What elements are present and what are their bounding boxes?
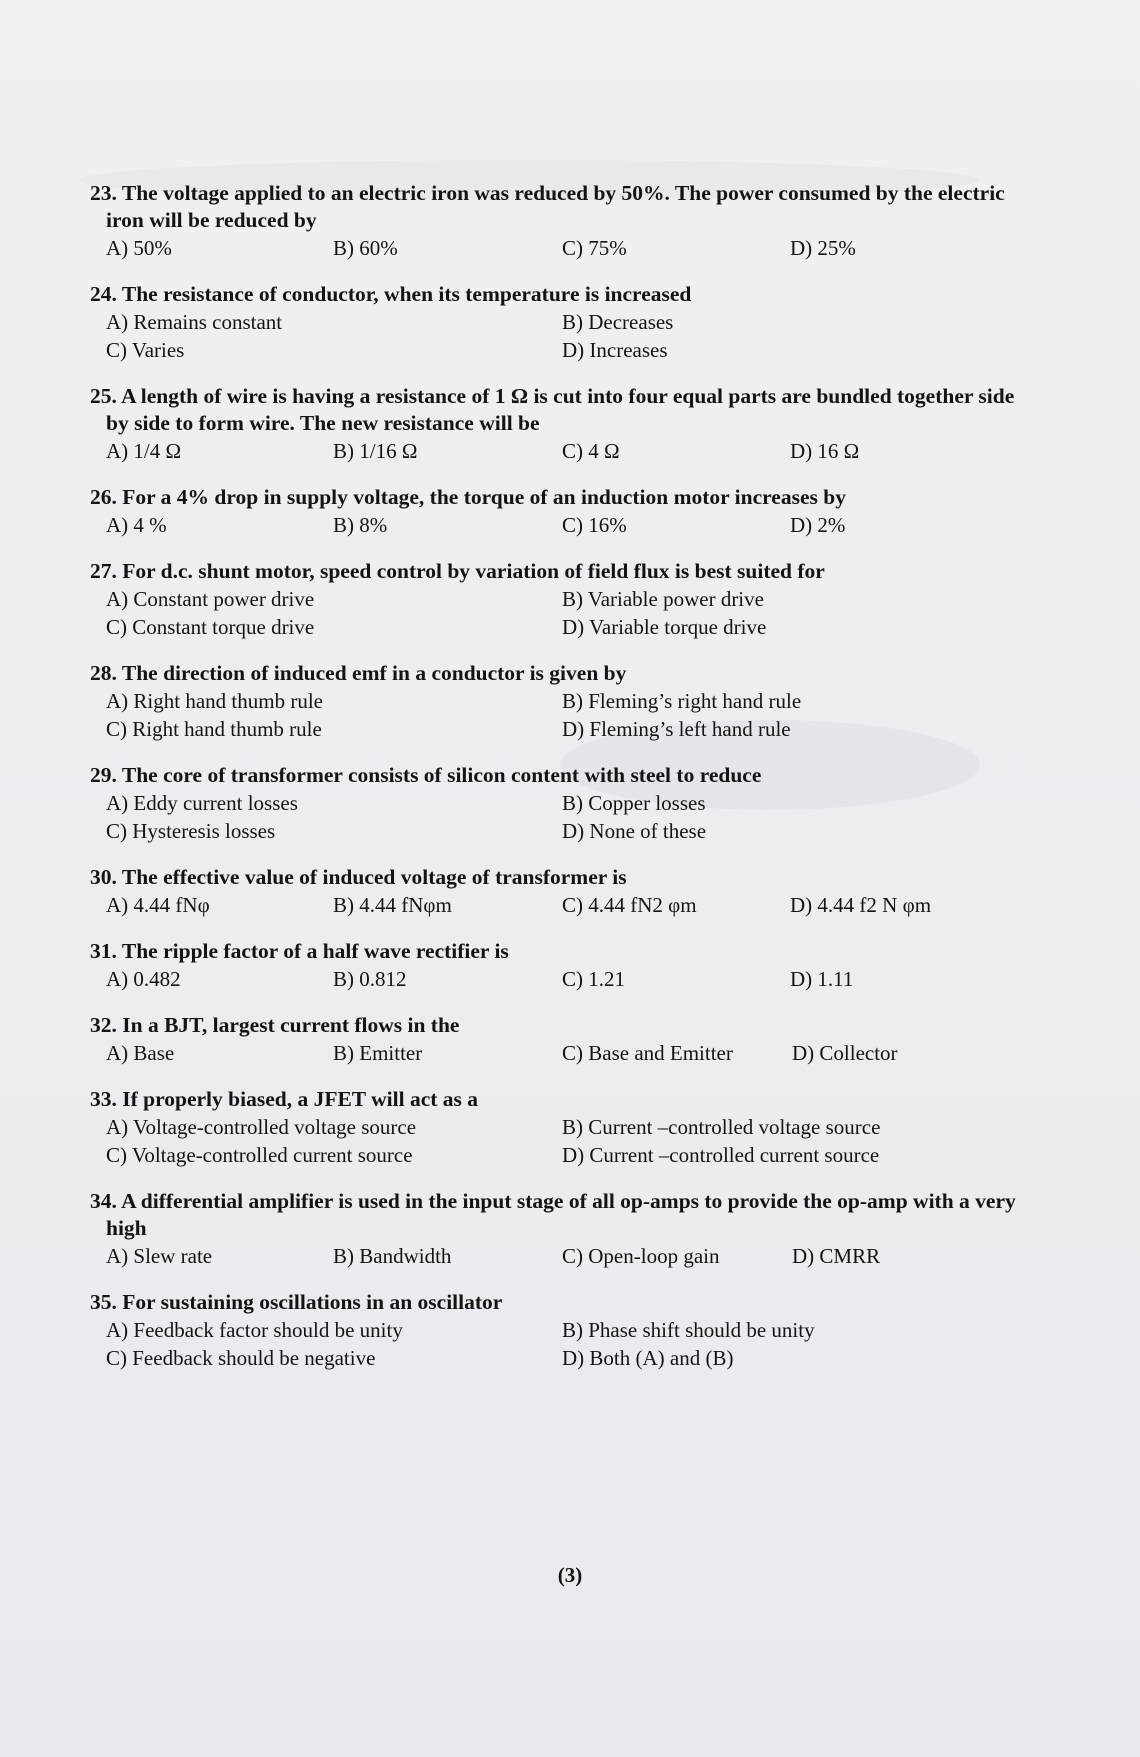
- option-b: B) Fleming’s right hand rule: [562, 689, 802, 713]
- options-grid: [98, 687, 1028, 743]
- option-c: C) Base and Emitter: [562, 1041, 733, 1065]
- options-row: [98, 965, 1028, 993]
- question-text: The effective value of induced voltage of transformer is: [121, 865, 627, 889]
- option-c: C) Right hand thumb rule: [106, 717, 322, 741]
- question-text: For d.c. shunt motor, speed control by variation of field flux is best suited for: [122, 559, 825, 583]
- question-number: 34.: [90, 1189, 117, 1213]
- option-a: A) 4.44 fNφ: [106, 893, 210, 917]
- option-d: D) CMRR: [792, 1244, 881, 1268]
- option-c: C) Hysteresis losses: [106, 819, 276, 843]
- option-a: A) 0.482: [106, 967, 181, 991]
- question-text: A differential amplifier is used in the input stage of all op-amps to provide the op-amp with a very high: [106, 1189, 1016, 1240]
- options-grid: [98, 308, 1028, 364]
- option-a: A) Feedback factor should be unity: [106, 1318, 403, 1342]
- question-number: 28.: [90, 661, 117, 685]
- question-26: [90, 484, 1028, 539]
- options-grid: [98, 1113, 1028, 1169]
- option-c: C) Open-loop gain: [562, 1244, 720, 1268]
- question-text: The voltage applied to an electric iron was reduced by 50%. The power consumed by the electric iron will be reduced by: [106, 181, 1005, 232]
- option-a: A) Base: [106, 1041, 175, 1065]
- question-number: 30.: [90, 865, 117, 889]
- question-24: [90, 281, 1028, 364]
- options-row: [98, 1242, 1028, 1270]
- option-a: A) Slew rate: [106, 1244, 213, 1268]
- question-28: [90, 660, 1028, 743]
- question-text: The direction of induced emf in a conductor is given by: [121, 661, 627, 685]
- question-27: [90, 558, 1028, 641]
- options-grid: [98, 1316, 1028, 1372]
- option-b: B) Emitter: [333, 1041, 423, 1065]
- option-c: C) 4 Ω: [562, 439, 620, 463]
- question-33: [90, 1086, 1028, 1169]
- option-a: A) 50%: [106, 236, 172, 260]
- option-b: B) 4.44 fNφm: [333, 893, 452, 917]
- option-c: C) Feedback should be negative: [106, 1346, 376, 1370]
- option-c: C) Constant torque drive: [106, 615, 315, 639]
- question-number: 35.: [90, 1290, 117, 1314]
- option-b: B) Copper losses: [562, 791, 706, 815]
- option-c: C) 75%: [562, 236, 627, 260]
- option-d: D) None of these: [562, 819, 707, 843]
- option-a: A) 4 %: [106, 513, 167, 537]
- question-list: [90, 180, 1028, 1391]
- option-a: A) Remains constant: [106, 310, 283, 334]
- option-a: A) Voltage-controlled voltage source: [106, 1115, 417, 1139]
- question-number: 26.: [90, 485, 117, 509]
- option-c: C) Varies: [106, 338, 185, 362]
- options-row: [98, 234, 1028, 262]
- option-b: B) Current –controlled voltage source: [562, 1115, 881, 1139]
- option-d: D) Collector: [792, 1041, 898, 1065]
- option-b: B) Phase shift should be unity: [562, 1318, 815, 1342]
- option-c: C) 4.44 fN2 φm: [562, 893, 697, 917]
- question-number: 33.: [90, 1087, 117, 1111]
- question-number: 31.: [90, 939, 117, 963]
- option-b: B) Bandwidth: [333, 1244, 452, 1268]
- question-30: [90, 864, 1028, 919]
- options-row: [98, 511, 1028, 539]
- option-d: D) 2%: [790, 513, 846, 537]
- page-number: (3): [557, 1563, 583, 1587]
- question-text: A length of wire is having a resistance of 1 Ω is cut into four equal parts are bundled together side by side to form wire. The new resistance will be: [106, 384, 1015, 435]
- option-d: D) Variable torque drive: [562, 615, 767, 639]
- option-b: B) 60%: [333, 236, 398, 260]
- question-31: [90, 938, 1028, 993]
- question-text: For sustaining oscillations in an oscillator: [122, 1290, 503, 1314]
- option-d: D) 16 Ω: [790, 439, 860, 463]
- option-b: B) Variable power drive: [562, 587, 764, 611]
- option-d: D) Both (A) and (B): [562, 1346, 734, 1370]
- options-grid: [98, 789, 1028, 845]
- option-d: D) Increases: [562, 338, 668, 362]
- question-number: 32.: [90, 1013, 117, 1037]
- question-32: [90, 1012, 1028, 1067]
- option-d: D) 25%: [790, 236, 856, 260]
- options-row: [98, 891, 1028, 919]
- option-d: D) 4.44 f2 N φm: [790, 893, 932, 917]
- question-text: The core of transformer consists of silicon content with steel to reduce: [121, 763, 762, 787]
- option-c: C) 16%: [562, 513, 627, 537]
- option-b: B) 0.812: [333, 967, 407, 991]
- question-text: The resistance of conductor, when its temperature is increased: [121, 282, 692, 306]
- options-grid: [98, 585, 1028, 641]
- question-number: 25.: [90, 384, 117, 408]
- question-number: 23.: [90, 181, 117, 205]
- option-a: A) Right hand thumb rule: [106, 689, 323, 713]
- question-number: 24.: [90, 282, 117, 306]
- question-number: 29.: [90, 763, 117, 787]
- question-text: If properly biased, a JFET will act as a: [122, 1087, 479, 1111]
- option-a: A) Constant power drive: [106, 587, 315, 611]
- question-23: [90, 180, 1028, 262]
- option-d: D) 1.11: [790, 967, 854, 991]
- question-text: The ripple factor of a half wave rectifier is: [121, 939, 509, 963]
- option-d: D) Current –controlled current source: [562, 1143, 880, 1167]
- question-29: [90, 762, 1028, 845]
- option-a: A) 1/4 Ω: [106, 439, 182, 463]
- options-row: [98, 437, 1028, 465]
- options-row: [98, 1039, 1028, 1067]
- question-35: [90, 1289, 1028, 1372]
- question-number: 27.: [90, 559, 117, 583]
- question-25: [90, 383, 1028, 465]
- question-text: For a 4% drop in supply voltage, the torque of an induction motor increases by: [122, 485, 846, 509]
- question-text: In a BJT, largest current flows in the: [122, 1013, 460, 1037]
- option-b: B) Decreases: [562, 310, 674, 334]
- option-b: B) 1/16 Ω: [333, 439, 418, 463]
- option-c: C) 1.21: [562, 967, 625, 991]
- option-b: B) 8%: [333, 513, 388, 537]
- question-34: [90, 1188, 1028, 1270]
- option-d: D) Fleming’s left hand rule: [562, 717, 791, 741]
- option-c: C) Voltage-controlled current source: [106, 1143, 413, 1167]
- option-a: A) Eddy current losses: [106, 791, 298, 815]
